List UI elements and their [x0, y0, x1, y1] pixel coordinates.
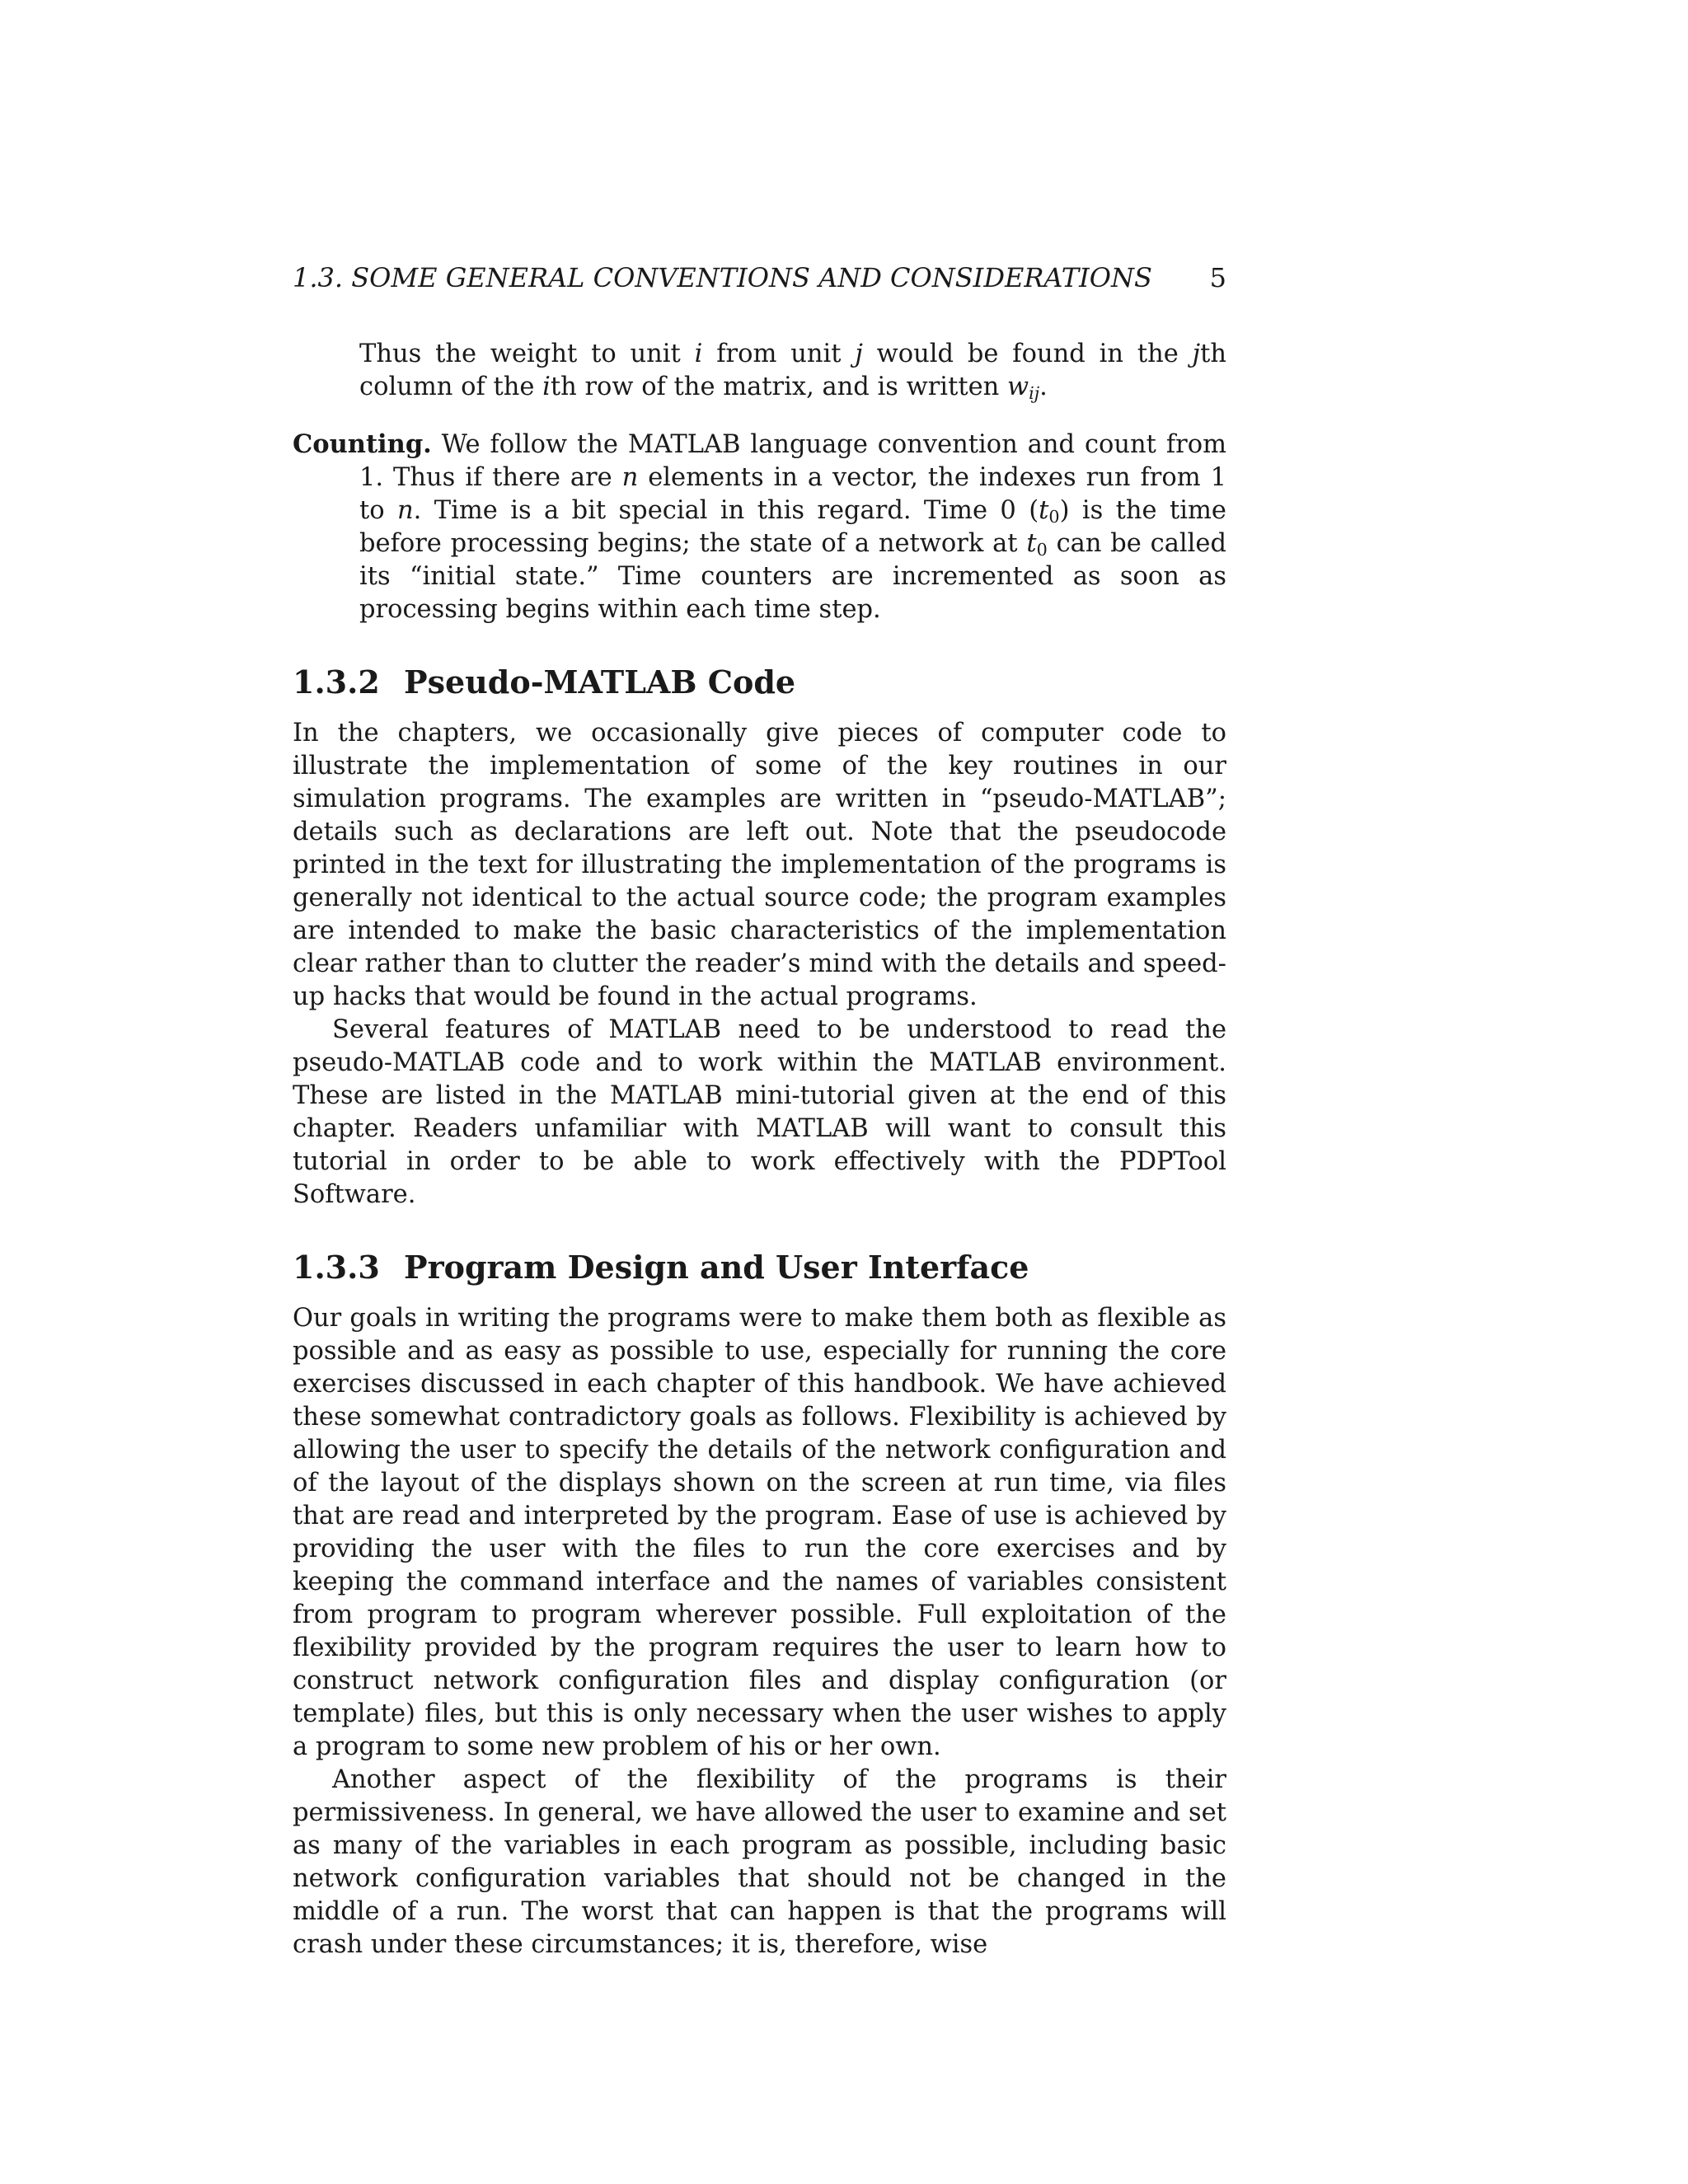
math-subscript: 0	[1036, 540, 1048, 560]
math-var: n	[397, 496, 414, 525]
section-heading	[293, 663, 1226, 702]
section-heading	[293, 1248, 1226, 1287]
section-title: Program Design and User Interface	[404, 1249, 1029, 1286]
text-run: th row of the matrix, and is written	[550, 373, 1007, 401]
math-subscript: 0	[1048, 507, 1060, 527]
text-run: ) is the time before processing begins; the state of a network at	[359, 496, 1226, 558]
math-var: j	[855, 340, 863, 368]
body-text	[293, 338, 1226, 1961]
running-header	[293, 262, 1226, 293]
running-title: 1.3. SOME GENERAL CONVENTIONS AND CONSIDERATIONS	[293, 262, 1152, 293]
text-run: .	[1039, 373, 1048, 401]
paragraph: Our goals in writing the programs were to make them both as flexible as possible and as easy as possible to use, especially for running the core exercises discussed in each chapter of this handbook. We have achieved these somewhat contradictory goals as follows. Flexibility is achieved by allowing the user to specify the details of the network configuration and of the layout of the displays shown on the screen at run time, via files that are read and interpreted by the program. Ease of use is achieved by providing the user with the files to run the core exercises and by keeping the command interface and the names of variables consistent from program to program wherever possible. Full exploitation of the flexibility provided by the program requires the user to learn how to construct network configuration files and display configuration (or template) files, but this is only necessary when the user wishes to apply a program to some new problem of his or her own.	[293, 1304, 1226, 1761]
definition-term: Counting.	[293, 429, 432, 459]
text-run: th column of the	[359, 340, 1226, 401]
math-subscript: ij	[1029, 383, 1040, 404]
counting-definition	[293, 428, 1226, 626]
section-number: 1.3.2	[293, 663, 380, 701]
paragraph: Several features of MATLAB need to be understood to read the pseudo-MATLAB code and to work within the MATLAB environment. These are listed in the MATLAB mini-tutorial given at the end of this chapter. Readers unfamiliar with MATLAB will want to consult this tutorial in order to be able to work effectively with the PDPTool Software.	[293, 1015, 1226, 1209]
text-run: . Time is a bit special in this regard. Time 0 (	[413, 496, 1039, 525]
math-var: i	[694, 340, 703, 368]
text-run: We follow the MATLAB language convention and count from 1. Thus if there are	[359, 430, 1226, 492]
math-var: t	[1039, 496, 1049, 525]
math-var: j	[1192, 340, 1201, 368]
math-var: t	[1026, 529, 1037, 558]
math-var: i	[542, 373, 551, 401]
text-run: would be found in the	[862, 340, 1193, 368]
page-number: 5	[1209, 262, 1226, 293]
weight-paragraph	[359, 338, 1226, 404]
section-number: 1.3.3	[293, 1249, 380, 1286]
text-run: Thus the weight to unit	[359, 340, 695, 368]
text-run: can be called its “initial state.” Time counters are incremented as soon as processing begins within each time step.	[359, 529, 1226, 624]
math-var: n	[621, 463, 639, 492]
paragraph: Another aspect of the flexibility of the programs is their permissiveness. In general, we have allowed the user to examine and set as many of the variables in each program as possible, including basic network configuration variables that should not be changed in the middle of a run. The worst that can happen is that the programs will crash under these circumstances; it is, therefore, wise	[293, 1765, 1226, 1959]
section-title: Pseudo-MATLAB Code	[404, 663, 796, 701]
text-run: elements in a vector, the indexes run from 1 to	[359, 463, 1226, 525]
paragraph: In the chapters, we occasionally give pieces of computer code to illustrate the implementation of some of the key routines in our simulation programs. The examples are written in “pseudo-MATLAB”; details such as declarations are left out. Note that the pseudocode printed in the text for illustrating the implementation of the programs is generally not identical to the actual source code; the program examples are intended to make the basic characteristics of the implementation clear rather than to clutter the reader’s mind with the details and speed-up hacks that would be found in the actual programs.	[293, 719, 1226, 1011]
math-var: w	[1006, 373, 1029, 401]
text-run: from unit	[702, 340, 856, 368]
